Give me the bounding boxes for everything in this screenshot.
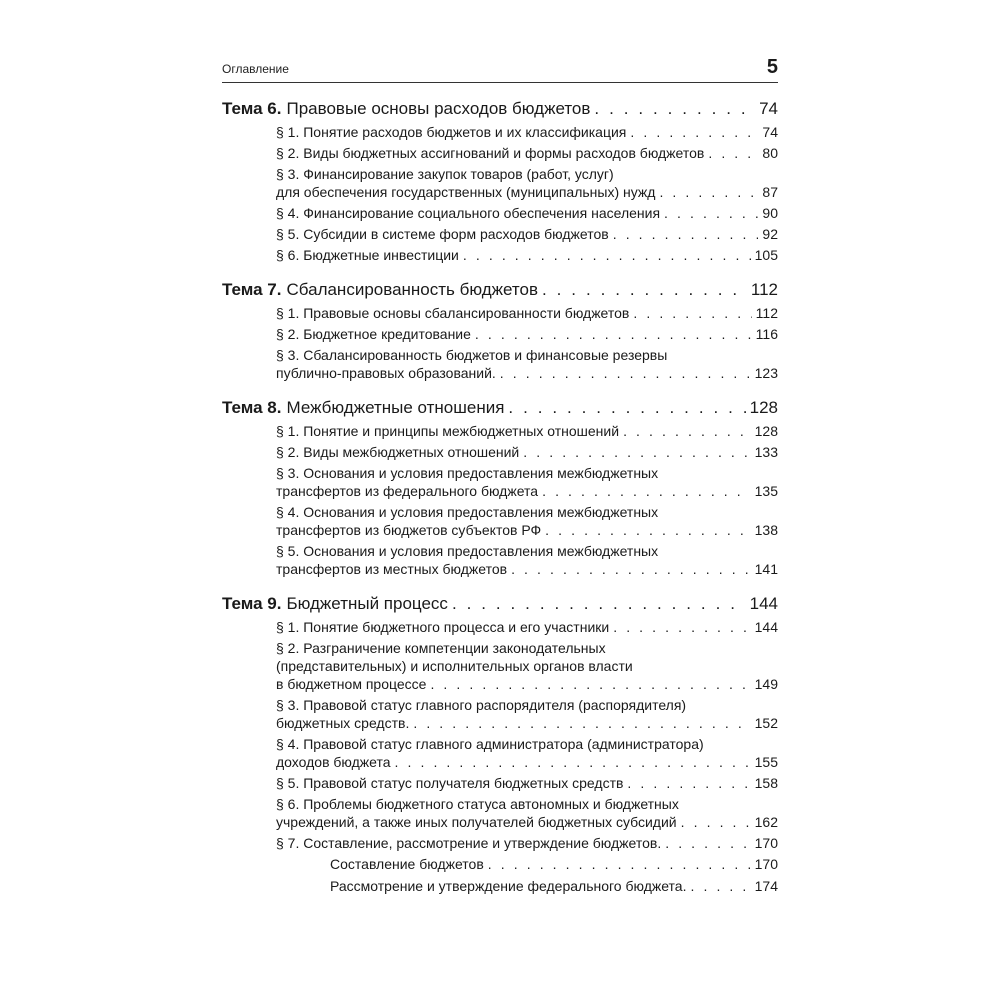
section-title-line: § 6. Бюджетные инвестиции — [276, 247, 459, 263]
section-title-line: трансфертов из местных бюджетов — [276, 561, 508, 577]
leader-dots — [613, 618, 750, 636]
section-line — [276, 183, 778, 201]
leader-dots — [630, 123, 758, 141]
toc-section-entry[interactable] — [222, 204, 778, 222]
toc-section-entry[interactable] — [222, 696, 778, 732]
leader-dots — [613, 225, 759, 243]
leader-dots — [500, 364, 751, 382]
toc-section-entry[interactable] — [222, 325, 778, 343]
section-line — [276, 813, 778, 831]
topic-label: Тема 7. — [222, 280, 282, 299]
section-line — [276, 123, 778, 141]
section-page-number: 112 — [755, 305, 778, 321]
section-page-number: 135 — [754, 483, 778, 499]
section-title-line: § 3. Правовой статус главного распорядителя (распорядителя) — [276, 697, 687, 713]
toc-topic — [222, 396, 778, 578]
section-line — [276, 443, 778, 461]
topic-title: Межбюджетные отношения — [286, 398, 505, 417]
section-line — [276, 204, 778, 222]
section-line — [276, 696, 778, 714]
section-title-line: § 4. Финансирование социального обеспечения населения — [276, 205, 661, 221]
toc-section-entry[interactable] — [222, 834, 778, 852]
topic-title: Бюджетный процесс — [286, 594, 448, 613]
section-page-number: 170 — [754, 835, 778, 851]
topic-page-number: 74 — [759, 99, 778, 118]
leader-dots — [633, 304, 751, 322]
section-title-line: § 1. Понятие расходов бюджетов и их классификация — [276, 124, 627, 140]
section-line — [276, 464, 778, 482]
section-title-line: (представительных) и исполнительных органов власти — [276, 658, 633, 674]
leader-dots — [488, 855, 751, 874]
section-title-line: доходов бюджета — [276, 754, 391, 770]
section-line — [276, 735, 778, 753]
section-line — [276, 422, 778, 440]
topic-title: Сбалансированность бюджетов — [286, 280, 538, 299]
leader-dots — [594, 97, 755, 121]
leader-dots — [545, 521, 750, 539]
topic-heading — [222, 97, 590, 121]
section-line — [276, 560, 778, 578]
section-title-line: § 1. Правовые основы сбалансированности бюджетов — [276, 305, 630, 321]
toc-section-entry[interactable] — [222, 225, 778, 243]
leader-dots — [542, 482, 751, 500]
toc-topic — [222, 97, 778, 264]
toc-section-entry[interactable] — [222, 443, 778, 461]
section-title-line: § 5. Субсидии в системе форм расходов бюджетов — [276, 226, 609, 242]
leader-dots — [664, 204, 758, 222]
leader-dots — [708, 144, 758, 162]
subsection-page-number: 174 — [754, 878, 778, 894]
section-title-line: § 7. Составление, рассмотрение и утверждение бюджетов. — [276, 835, 662, 851]
leader-dots — [659, 183, 758, 201]
section-line — [276, 503, 778, 521]
section-title-line: публично-правовых образований. — [276, 365, 496, 381]
section-line — [276, 225, 778, 243]
section-title-line: § 4. Правовой статус главного администратора (администратора) — [276, 736, 704, 752]
page-header — [222, 52, 778, 83]
section-line — [276, 542, 778, 560]
section-title-line: § 2. Виды бюджетных ассигнований и формы расходов бюджетов — [276, 145, 705, 161]
toc-section-entry[interactable] — [222, 123, 778, 141]
section-title-line: § 3. Сбалансированность бюджетов и финансовые резервы — [276, 347, 668, 363]
section-page-number: 92 — [762, 226, 778, 242]
section-title-line: § 1. Понятие и принципы межбюджетных отношений — [276, 423, 620, 439]
page-number: 5 — [766, 56, 778, 78]
section-line — [276, 165, 778, 183]
section-line — [276, 834, 778, 852]
section-page-number: 105 — [754, 247, 778, 263]
toc-topic-entry[interactable] — [222, 592, 778, 616]
section-page-number: 90 — [762, 205, 778, 221]
leader-dots — [452, 592, 746, 616]
section-title-line: § 1. Понятие бюджетного процесса и его участники — [276, 619, 610, 635]
leader-dots — [542, 278, 747, 302]
section-line — [276, 618, 778, 636]
topic-page-number: 128 — [749, 398, 778, 417]
toc-section-entry[interactable] — [222, 304, 778, 322]
section-page-number: 80 — [762, 145, 778, 161]
section-page-number: 155 — [754, 754, 778, 770]
table-of-contents — [222, 97, 778, 896]
section-title-line: трансфертов из бюджетов субъектов РФ — [276, 522, 542, 538]
section-page-number: 141 — [754, 561, 778, 577]
running-title: Оглавление — [222, 62, 289, 76]
toc-topic — [222, 278, 778, 382]
section-line — [276, 364, 778, 382]
topic-heading — [222, 592, 448, 616]
leader-dots — [681, 813, 751, 831]
subsection-title: Составление бюджетов — [330, 856, 484, 872]
section-title-line: трансфертов из федерального бюджета — [276, 483, 539, 499]
section-line — [276, 304, 778, 322]
section-line — [276, 714, 778, 732]
section-page-number: 123 — [754, 365, 778, 381]
section-title-line: § 5. Основания и условия предоставления межбюджетных — [276, 543, 659, 559]
section-line — [276, 657, 778, 675]
section-title-line: § 3. Финансирование закупок товаров (работ, услуг) — [276, 166, 614, 182]
toc-section-entry[interactable] — [222, 464, 778, 500]
section-line — [276, 144, 778, 162]
section-line — [276, 346, 778, 364]
section-line — [276, 675, 778, 693]
section-line — [276, 795, 778, 813]
section-line — [276, 325, 778, 343]
section-title-line: § 6. Проблемы бюджетного статуса автономных и бюджетных — [276, 796, 679, 812]
section-line — [276, 482, 778, 500]
section-page-number: 128 — [754, 423, 778, 439]
section-title-line: § 4. Основания и условия предоставления межбюджетных — [276, 504, 659, 520]
section-page-number: 149 — [754, 676, 778, 692]
section-page-number: 158 — [754, 775, 778, 791]
section-line — [276, 521, 778, 539]
toc-topic-entry[interactable] — [222, 97, 778, 121]
toc-section-entry[interactable] — [222, 346, 778, 382]
toc-topic-entry[interactable] — [222, 396, 778, 420]
toc-topic-entry[interactable] — [222, 278, 778, 302]
toc-section-entry[interactable] — [222, 618, 778, 636]
section-page-number: 152 — [754, 715, 778, 731]
leader-dots — [523, 443, 750, 461]
leader-dots — [413, 714, 750, 732]
toc-section-entry[interactable] — [222, 639, 778, 693]
toc-section-entry[interactable] — [222, 246, 778, 264]
section-page-number: 133 — [754, 444, 778, 460]
section-title-line: § 5. Правовой статус получателя бюджетных средств — [276, 775, 624, 791]
section-page-number: 116 — [755, 326, 778, 342]
section-title-line: бюджетных средств. — [276, 715, 410, 731]
toc-subsection-entry[interactable] — [222, 877, 778, 896]
section-page-number: 162 — [754, 814, 778, 830]
toc-section-entry[interactable] — [222, 144, 778, 162]
section-title-line: в бюджетном процессе — [276, 676, 427, 692]
leader-dots — [463, 246, 751, 264]
toc-topic — [222, 592, 778, 896]
topic-label: Тема 9. — [222, 594, 282, 613]
subsection-page-number: 170 — [754, 856, 778, 872]
leader-dots — [395, 753, 751, 771]
leader-dots — [690, 877, 750, 896]
toc-section-entry[interactable] — [222, 503, 778, 539]
leader-dots — [508, 396, 745, 420]
section-title-line: § 3. Основания и условия предоставления межбюджетных — [276, 465, 659, 481]
toc-section-entry[interactable] — [222, 422, 778, 440]
section-line — [276, 753, 778, 771]
toc-section-entry[interactable] — [222, 774, 778, 792]
section-page-number: 144 — [754, 619, 778, 635]
leader-dots — [665, 834, 750, 852]
topic-heading — [222, 396, 504, 420]
leader-dots — [627, 774, 750, 792]
toc-subsection-entry[interactable] — [222, 855, 778, 874]
toc-section-entry[interactable] — [222, 795, 778, 831]
section-page-number: 138 — [754, 522, 778, 538]
toc-section-entry[interactable] — [222, 165, 778, 201]
book-page — [222, 52, 778, 910]
section-line — [276, 246, 778, 264]
leader-dots — [430, 675, 750, 693]
leader-dots — [511, 560, 751, 578]
topic-page-number: 144 — [749, 594, 778, 613]
section-title-line: § 2. Бюджетное кредитование — [276, 326, 471, 342]
toc-section-entry[interactable] — [222, 542, 778, 578]
section-line — [276, 774, 778, 792]
section-title-line: для обеспечения государственных (муниципальных) нужд — [276, 184, 656, 200]
topic-page-number: 112 — [750, 280, 778, 299]
section-line — [276, 639, 778, 657]
section-page-number: 87 — [762, 184, 778, 200]
leader-dots — [475, 325, 752, 343]
section-page-number: 74 — [762, 124, 778, 140]
topic-label: Тема 6. — [222, 99, 282, 118]
topic-title: Правовые основы расходов бюджетов — [286, 99, 591, 118]
subsection-title: Рассмотрение и утверждение федерального бюджета. — [330, 878, 687, 894]
leader-dots — [623, 422, 751, 440]
toc-section-entry[interactable] — [222, 735, 778, 771]
topic-label: Тема 8. — [222, 398, 282, 417]
topic-heading — [222, 278, 538, 302]
section-title-line: § 2. Разграничение компетенции законодательных — [276, 640, 606, 656]
section-title-line: учреждений, а также иных получателей бюджетных субсидий — [276, 814, 677, 830]
section-title-line: § 2. Виды межбюджетных отношений — [276, 444, 520, 460]
